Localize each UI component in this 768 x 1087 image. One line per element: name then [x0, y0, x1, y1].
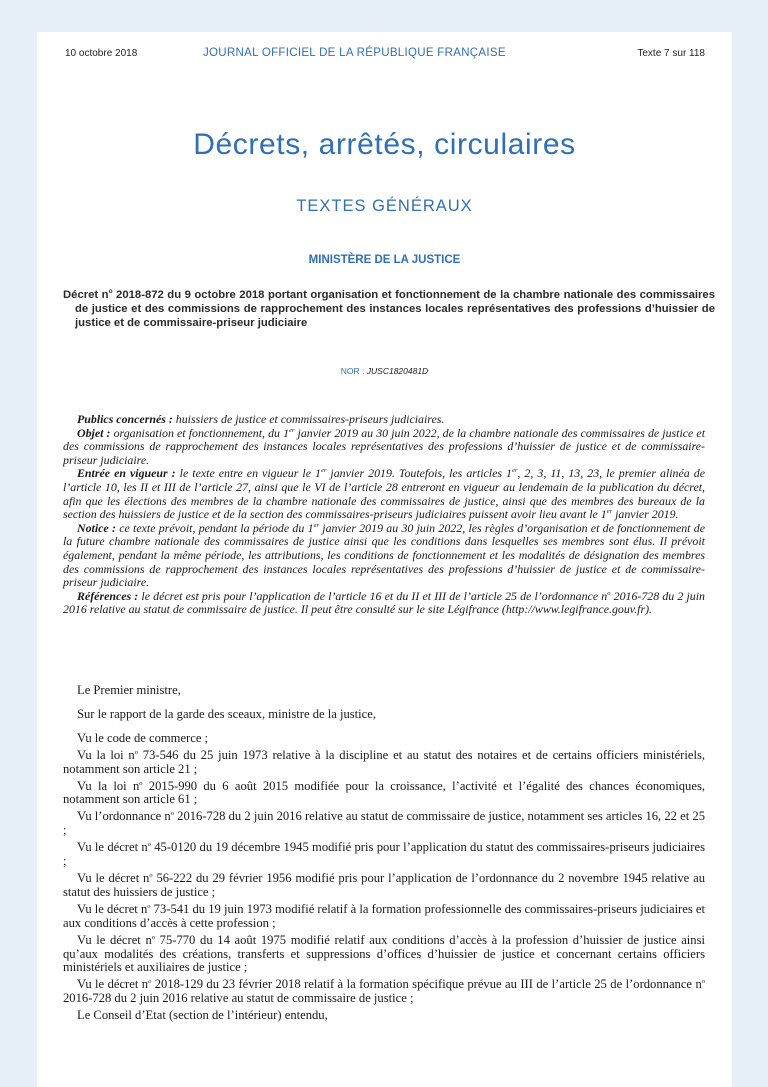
decree-title: Décret $n^o$ 2018-872 du 9 octobre 2018 portant organisation et fonctionnement de la chambre nationale des commissaires de justice et des commissions de rapprochement des instances locales représentatives des professions d’huissier de justice et de commissaire-priseur judiciaire [63, 288, 715, 329]
summary-notice: Notice : ce texte prévoit, pendant la période du 1er janvier 2019 au 30 juin 2022, les règles d’organisation et de fonctionnement de la future chambre nationale des commissaires de justice ainsi que les conditions dans lesquelles ses membres sont élus. Il prévoit également, pendant la même période, les attributions, les conditions de fonctionnement et les modalités de désignation des membres des commissions de rapprochement des instances locales représentatives des professions d’huissier de justice et de commissaire-priseur judiciaire. [63, 520, 705, 590]
nor-value: JUSC1820481D [366, 366, 429, 376]
body-paragraph: Le Conseil d’Etat (section de l’intérieur) entendu, [77, 1008, 328, 1023]
body-paragraph: Vu la loi $n^o$ 73-546 du 25 juin 1973 relative à la discipline et au statut des notaires et de certains officiers ministériels, notamment son article 21 ; [63, 747, 705, 776]
body-paragraph: Vu l’ordonnance $n^o$ 2016-728 du 2 juin 2016 relative au statut de commissaire de justice, notamment ses articles 16, 22 et 25 ; [63, 809, 705, 838]
ministry-heading: MINISTÈRE DE LA JUSTICE [308, 254, 461, 266]
header-text-number: Texte 7 sur 118 [637, 48, 705, 59]
body-paragraph: Vu le décret $n^o$ 75-770 du 14 août 1975 modifié relatif aux conditions d’accès à la profession d’huissier de justice ainsi qu’aux modalités des créations, transferts et suppressions d’offices d’huissier de justice et concernant certains officiers ministériels et auxiliaires de justice ; [63, 932, 705, 975]
body-paragraph: Vu le décret $n^o$ 2018-129 du 23 février 2018 relatif à la formation spécifique prévue au III de l’article 25 de l’ordonnance $n^o$ 2016-728 du 2 juin 2016 relative au statut de commissaire de justice ; [63, 977, 705, 1006]
nor-reference [37, 366, 732, 376]
summary-publics: Publics concernés : huissiers de justice et commissaires-priseurs judiciaires. [77, 412, 445, 426]
body-paragraph: Vu la loi $n^o$ 2015-990 du 6 août 2015 modifiée pour la croissance, l’activité et l’égalité des chances économiques, notamment son article 61 ; [63, 778, 705, 807]
body-paragraph: Vu le décret $n^o$ 56-222 du 29 février 1956 modifié pris pour l’application de l’ordonnance du 2 novembre 1945 relative au statut des huissiers de justice ; [63, 870, 705, 899]
body-paragraph: Vu le décret $n^o$ 73-541 du 19 juin 1973 modifié relatif à la formation professionnelle des commissaires-priseurs judiciaires et aux conditions d’accès à cette profession ; [63, 901, 705, 930]
subsection-title: TEXTES GÉNÉRAUX [296, 197, 473, 215]
summary-objet: Objet : organisation et fonctionnement, du 1er janvier 2019 au 30 juin 2022, de la chambre nationale des commissaires de justice et des commissions de rapprochement des instances locales représentatives des professions d’huissier de justice et de commissaire-priseur judiciaire. [63, 425, 705, 467]
summary-entree-en-vigueur: Entrée en vigueur : le texte entre en vigueur le 1er janvier 2019. Toutefois, les articles 1er, 2, 3, 11, 13, 23, le premier alinéa de l’article 10, les II et III de l’article 27, ainsi que le VI de l’article 28 entreront en vigueur au lendemain de la publication du décret, afin que les élections des membres de la chambre nationale des commissaires de justice, ainsi que des membres des bureaux de la section des huissiers de justice et de la section des commissaires-priseurs judiciaires puissent avoir lieu avant le 1er janvier 2019. [63, 466, 705, 522]
decree-body [63, 684, 705, 1026]
header-journal-name: JOURNAL OFFICIEL DE LA RÉPUBLIQUE FRANÇAISE [203, 47, 506, 59]
body-paragraph: Vu le code de commerce ; [77, 730, 209, 745]
section-title: Décrets, arrêtés, circulaires [193, 128, 576, 161]
document-page [37, 32, 732, 1087]
summary-references: Références : le décret est pris pour l’application de l’article 16 et du II et III de l’article 25 de l’ordonnance $n^o$ 2016-728 du 2 juin 2016 relative au statut de commissaire de justice. Il peut être consulté sur le site Légifrance (http://www.legifrance.gouv.fr). [63, 588, 705, 617]
nor-label: NOR : [340, 366, 367, 376]
body-paragraph: Sur le rapport de la garde des sceaux, ministre de la justice, [77, 706, 376, 721]
body-paragraph: Vu le décret $n^o$ 45-0120 du 19 décembre 1945 modifié pris pour l’application du statut des commissaires-priseurs judiciaires ; [63, 840, 705, 869]
body-paragraph: Le Premier ministre, [77, 683, 181, 697]
header-date: 10 octobre 2018 [65, 48, 138, 59]
decree-summary [63, 413, 705, 617]
